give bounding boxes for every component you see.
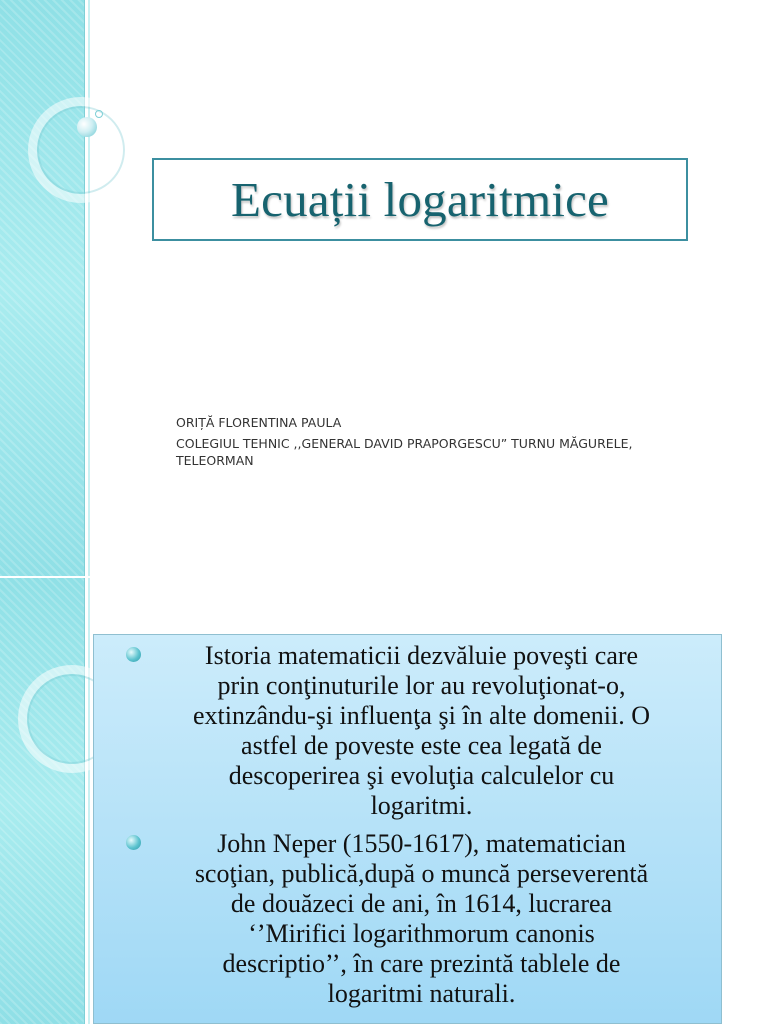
school-name-line1: COLEGIUL TEHNIC ,,GENERAL DAVID PRAPORGESCU” TURNU MĂGURELE, xyxy=(176,436,633,451)
decorative-bubble-icon xyxy=(77,117,97,137)
decorative-small-bubble-icon xyxy=(95,110,103,118)
decorative-divider xyxy=(88,0,90,576)
bullet-text-line: astfel de poveste este cea legată de xyxy=(241,731,602,760)
school-name-line2: TELEORMAN xyxy=(176,453,254,468)
author-block xyxy=(176,414,736,469)
bullet-text-line: logaritmi naturali. xyxy=(327,979,516,1008)
decorative-ring-icon xyxy=(28,97,134,203)
bullet-text-line: logaritmi. xyxy=(370,791,473,820)
decorative-divider xyxy=(88,578,90,1024)
bullet-text-line: de douăzeci de ani, în 1614, lucrarea xyxy=(230,889,613,918)
bullet-item xyxy=(134,641,709,821)
decorative-side-band xyxy=(0,0,85,576)
bullet-item xyxy=(134,829,709,1009)
bullet-dot-icon xyxy=(126,835,141,850)
bullet-dot-icon xyxy=(126,647,141,662)
bullet-text-line: Istoria matematicii dezvăluie poveşti care xyxy=(204,641,639,670)
decorative-side-band xyxy=(0,578,85,1024)
bullet-text-line: descoperirea şi evoluţia calculelor cu xyxy=(228,761,615,790)
bullet-text-line: John Neper (1550-1617), matematician xyxy=(217,829,626,858)
slide-title: Ecuații logaritmice xyxy=(231,172,609,227)
bullet-text-line: prin conţinuturile lor au revoluţionat-o, xyxy=(217,671,626,700)
content-box xyxy=(93,634,722,1024)
bullet-text-line: scoţian, publică,după o muncă perseverentă xyxy=(194,859,649,888)
title-box xyxy=(152,158,688,241)
bullet-text-line: ‘’Mirifici logarithmorum canonis xyxy=(248,919,595,948)
bullet-text-line: descriptio’’, în care prezintă tablele de xyxy=(222,949,621,978)
author-name: ORIȚĂ FLORENTINA PAULA xyxy=(176,415,342,430)
bullet-text-line: extinzându-şi influenţa şi în alte domenii. O xyxy=(192,701,651,730)
